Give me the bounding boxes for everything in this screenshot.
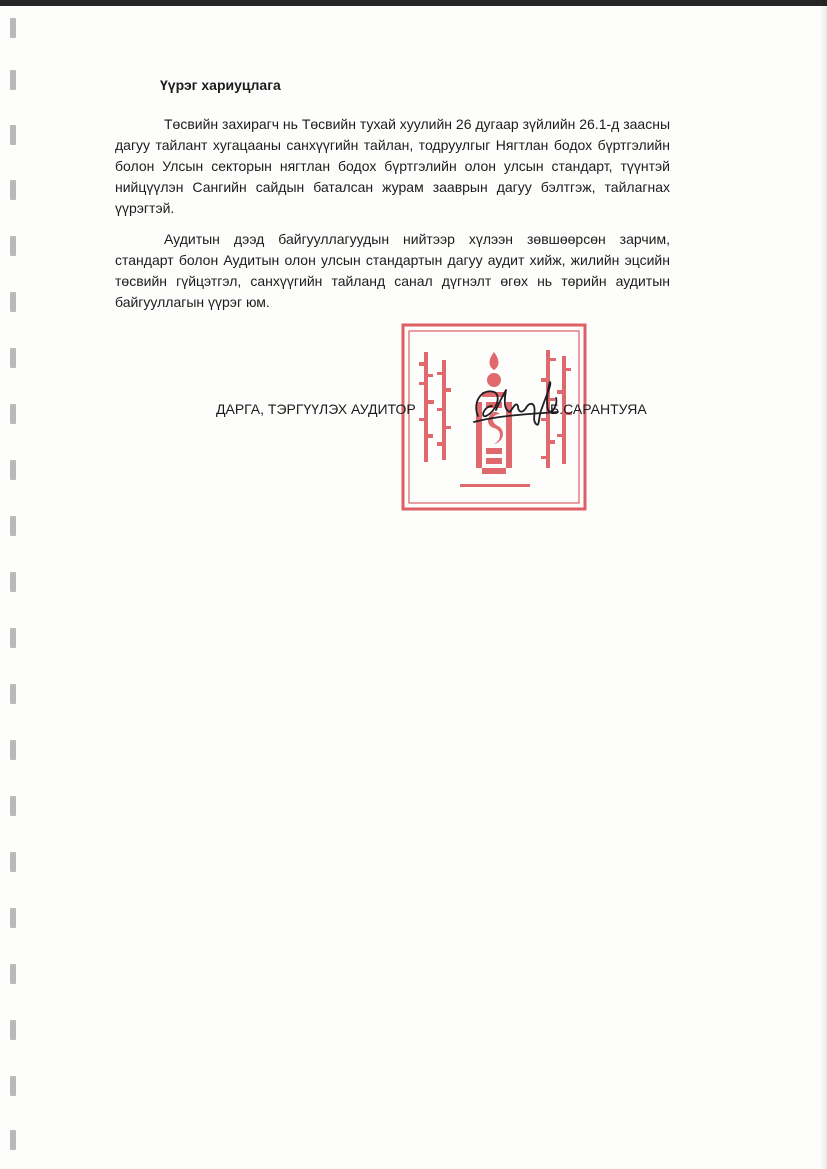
binding-hole — [10, 125, 16, 145]
paragraph-audit-duty: Аудитын дээд байгууллагуудын нийтээр хүлээн зөвшөөрсөн зарчим, стандарт болон Аудитын олон улсын стандартын дагуу аудит хийж, жилийн эцсийн төсвийн гүйцэтгэл, санхүүгийн тайланд санал дүгнэлт өгөх нь төрийн аудитын байгууллагын үүрэг юм. — [115, 231, 670, 310]
binding-hole — [10, 460, 16, 480]
binding-hole — [10, 18, 16, 38]
signatory-name: Б.САРАНТУЯА — [550, 401, 647, 417]
binding-hole — [10, 628, 16, 648]
binding-hole — [10, 852, 16, 872]
binding-hole — [10, 236, 16, 256]
handwritten-signature — [466, 376, 562, 436]
binding-hole — [10, 292, 16, 312]
scan-top-edge — [0, 0, 827, 6]
binding-hole — [10, 740, 16, 760]
binding-hole — [10, 1130, 16, 1150]
scan-right-shadow — [820, 0, 827, 1169]
signatory-title: ДАРГА, ТЭРГҮҮЛЭХ АУДИТОР — [216, 401, 416, 417]
binding-hole — [10, 684, 16, 704]
binding-hole — [10, 516, 16, 536]
binding-hole — [10, 796, 16, 816]
section-heading: Үүрэг хариуцлага — [160, 77, 281, 93]
binding-hole — [10, 404, 16, 424]
binding-hole — [10, 572, 16, 592]
binding-holes — [8, 0, 22, 1169]
binding-hole — [10, 1076, 16, 1096]
binding-hole — [10, 1020, 16, 1040]
paragraph-responsibility: Төсвийн захирагч нь Төсвийн тухай хуулийн 26 дугаар зүйлийн 26.1-д заасны дагуу тайлант хугацааны санхүүгийн тайлан, тодруулгыг Нягтлан бодох бүртгэлийн болон Улсын секторын нягтлан бодох бүртгэлийн олон улсын стандарт, түүнтэй нийцүүлэн Сангийн сайдын баталсан журам зааврын дагуу бэлтгэж, тайлагнах үүрэгтэй. — [115, 116, 671, 216]
binding-hole — [10, 964, 16, 984]
binding-hole — [10, 908, 16, 928]
binding-hole — [10, 180, 16, 200]
binding-hole — [10, 348, 16, 368]
binding-hole — [10, 70, 16, 90]
